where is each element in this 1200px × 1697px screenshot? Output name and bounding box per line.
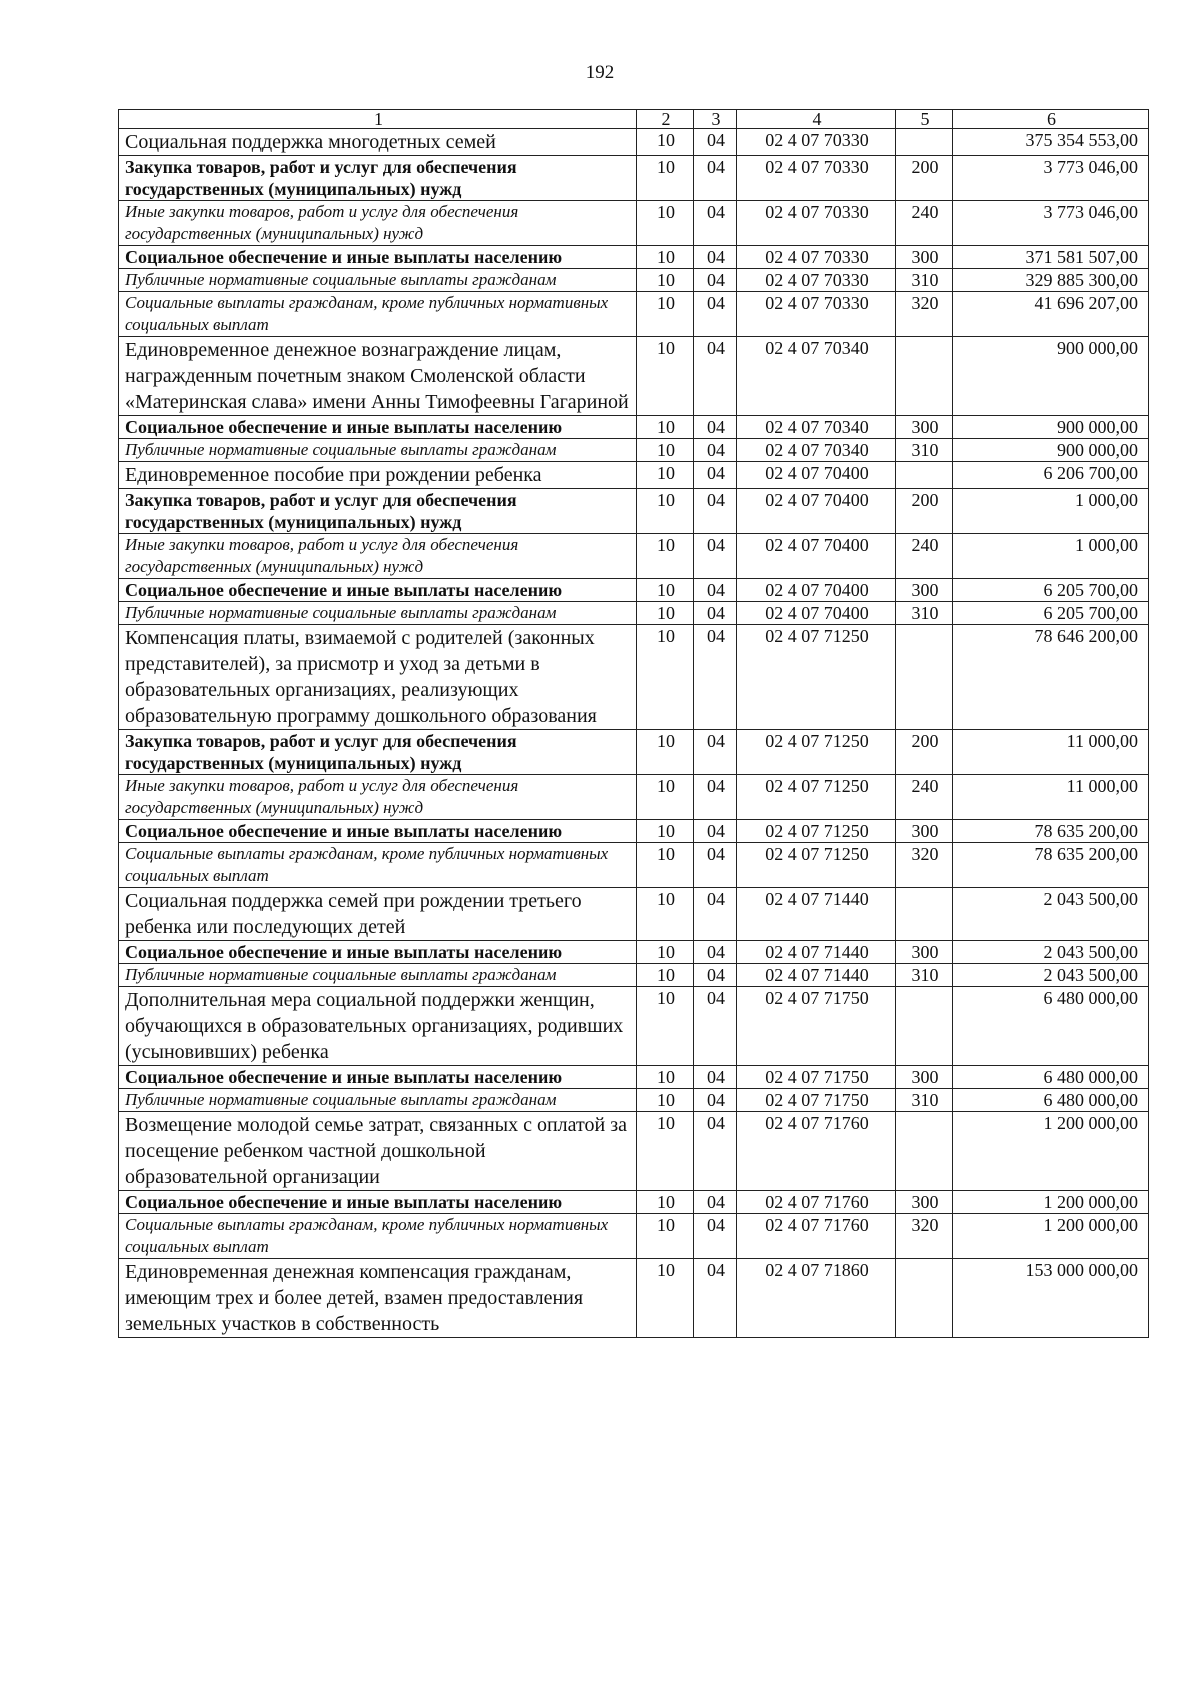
table-row <box>119 987 1149 1066</box>
row-target-code: 02 4 07 70330 <box>737 269 896 292</box>
row-section: 10 <box>637 775 694 820</box>
row-amount: 78 635 200,00 <box>953 843 1149 888</box>
table-row <box>119 416 1149 439</box>
row-subsection: 04 <box>694 625 737 730</box>
row-amount: 2 043 500,00 <box>953 964 1149 987</box>
row-amount: 1 200 000,00 <box>953 1214 1149 1259</box>
table-row <box>119 1259 1149 1338</box>
row-target-code: 02 4 07 70340 <box>737 416 896 439</box>
table-row <box>119 625 1149 730</box>
row-subsection: 04 <box>694 292 737 337</box>
row-section: 10 <box>637 579 694 602</box>
row-name: Социальное обеспечение и иные выплаты населению <box>119 1191 637 1214</box>
row-expense-type <box>896 888 953 941</box>
row-target-code: 02 4 07 71760 <box>737 1112 896 1191</box>
row-expense-type <box>896 129 953 156</box>
row-section: 10 <box>637 416 694 439</box>
row-amount: 329 885 300,00 <box>953 269 1149 292</box>
row-amount: 11 000,00 <box>953 730 1149 775</box>
row-section: 10 <box>637 843 694 888</box>
budget-table <box>118 109 1149 1338</box>
table-row <box>119 1066 1149 1089</box>
row-target-code: 02 4 07 71250 <box>737 820 896 843</box>
header-col-2: 2 <box>637 110 694 129</box>
row-target-code: 02 4 07 70330 <box>737 201 896 246</box>
table-row <box>119 1089 1149 1112</box>
row-section: 10 <box>637 820 694 843</box>
row-subsection: 04 <box>694 246 737 269</box>
row-section: 10 <box>637 1112 694 1191</box>
row-target-code: 02 4 07 70330 <box>737 292 896 337</box>
row-expense-type: 310 <box>896 602 953 625</box>
row-expense-type: 300 <box>896 941 953 964</box>
row-section: 10 <box>637 246 694 269</box>
row-name: Публичные нормативные социальные выплаты гражданам <box>119 1089 637 1112</box>
row-name: Публичные нормативные социальные выплаты гражданам <box>119 602 637 625</box>
row-expense-type: 310 <box>896 964 953 987</box>
row-name: Социальное обеспечение и иные выплаты населению <box>119 416 637 439</box>
row-target-code: 02 4 07 71860 <box>737 1259 896 1338</box>
row-target-code: 02 4 07 71440 <box>737 964 896 987</box>
row-amount: 900 000,00 <box>953 416 1149 439</box>
header-col-6: 6 <box>953 110 1149 129</box>
row-name: Социальная поддержка семей при рождении третьего ребенка или последующих детей <box>119 888 637 941</box>
row-section: 10 <box>637 201 694 246</box>
row-subsection: 04 <box>694 439 737 462</box>
row-expense-type: 320 <box>896 843 953 888</box>
row-subsection: 04 <box>694 1089 737 1112</box>
row-expense-type: 300 <box>896 1191 953 1214</box>
header-row <box>119 110 1149 129</box>
row-name: Социальное обеспечение и иные выплаты населению <box>119 246 637 269</box>
row-expense-type <box>896 337 953 416</box>
row-expense-type: 300 <box>896 1066 953 1089</box>
row-section: 10 <box>637 534 694 579</box>
row-target-code: 02 4 07 71440 <box>737 941 896 964</box>
row-target-code: 02 4 07 70330 <box>737 246 896 269</box>
row-section: 10 <box>637 941 694 964</box>
row-section: 10 <box>637 489 694 534</box>
row-target-code: 02 4 07 71750 <box>737 1089 896 1112</box>
row-name: Социальное обеспечение и иные выплаты населению <box>119 820 637 843</box>
row-expense-type <box>896 1259 953 1338</box>
row-target-code: 02 4 07 71440 <box>737 888 896 941</box>
row-name: Закупка товаров, работ и услуг для обеспечения государственных (муниципальных) нужд <box>119 156 637 201</box>
row-amount: 3 773 046,00 <box>953 156 1149 201</box>
row-amount: 78 635 200,00 <box>953 820 1149 843</box>
row-section: 10 <box>637 156 694 201</box>
table-row <box>119 1214 1149 1259</box>
row-name: Публичные нормативные социальные выплаты гражданам <box>119 964 637 987</box>
row-target-code: 02 4 07 71760 <box>737 1191 896 1214</box>
row-expense-type: 200 <box>896 730 953 775</box>
row-name: Единовременная денежная компенсация гражданам, имеющим трех и более детей, взамен предоставления земельных участков в собственность <box>119 1259 637 1338</box>
row-target-code: 02 4 07 70340 <box>737 439 896 462</box>
row-amount: 41 696 207,00 <box>953 292 1149 337</box>
row-amount: 153 000 000,00 <box>953 1259 1149 1338</box>
row-name: Закупка товаров, работ и услуг для обеспечения государственных (муниципальных) нужд <box>119 489 637 534</box>
row-amount: 1 000,00 <box>953 534 1149 579</box>
row-expense-type <box>896 462 953 489</box>
row-expense-type: 240 <box>896 534 953 579</box>
table-row <box>119 888 1149 941</box>
row-section: 10 <box>637 1089 694 1112</box>
table-row <box>119 439 1149 462</box>
row-expense-type <box>896 625 953 730</box>
row-section: 10 <box>637 129 694 156</box>
row-name: Публичные нормативные социальные выплаты гражданам <box>119 269 637 292</box>
table-row <box>119 337 1149 416</box>
header-col-3: 3 <box>694 110 737 129</box>
row-subsection: 04 <box>694 1214 737 1259</box>
row-section: 10 <box>637 292 694 337</box>
row-subsection: 04 <box>694 1066 737 1089</box>
row-expense-type: 320 <box>896 292 953 337</box>
row-subsection: 04 <box>694 1112 737 1191</box>
table-row <box>119 489 1149 534</box>
row-name: Социальное обеспечение и иные выплаты населению <box>119 941 637 964</box>
row-name: Иные закупки товаров, работ и услуг для обеспечения государственных (муниципальных) нужд <box>119 534 637 579</box>
table-header <box>119 110 1149 129</box>
row-section: 10 <box>637 987 694 1066</box>
row-expense-type: 310 <box>896 1089 953 1112</box>
row-subsection: 04 <box>694 201 737 246</box>
row-section: 10 <box>637 730 694 775</box>
row-target-code: 02 4 07 71250 <box>737 775 896 820</box>
row-subsection: 04 <box>694 820 737 843</box>
row-name: Публичные нормативные социальные выплаты гражданам <box>119 439 637 462</box>
row-target-code: 02 4 07 70400 <box>737 462 896 489</box>
row-name: Компенсация платы, взимаемой с родителей (законных представителей), за присмотр и уход за детьми в образовательных организациях, реализующих образовательную программу дошкольного образования <box>119 625 637 730</box>
row-expense-type <box>896 987 953 1066</box>
row-section: 10 <box>637 439 694 462</box>
row-expense-type: 320 <box>896 1214 953 1259</box>
row-target-code: 02 4 07 71250 <box>737 730 896 775</box>
row-subsection: 04 <box>694 337 737 416</box>
row-target-code: 02 4 07 70400 <box>737 602 896 625</box>
row-amount: 1 200 000,00 <box>953 1112 1149 1191</box>
table-row <box>119 269 1149 292</box>
row-expense-type: 200 <box>896 156 953 201</box>
table-row <box>119 129 1149 156</box>
row-amount: 78 646 200,00 <box>953 625 1149 730</box>
table-row <box>119 843 1149 888</box>
row-subsection: 04 <box>694 964 737 987</box>
row-subsection: 04 <box>694 843 737 888</box>
row-subsection: 04 <box>694 602 737 625</box>
row-amount: 6 205 700,00 <box>953 602 1149 625</box>
row-target-code: 02 4 07 70400 <box>737 579 896 602</box>
row-subsection: 04 <box>694 129 737 156</box>
row-section: 10 <box>637 462 694 489</box>
table-row <box>119 534 1149 579</box>
table-row <box>119 1191 1149 1214</box>
table-row <box>119 1112 1149 1191</box>
row-subsection: 04 <box>694 534 737 579</box>
header-col-5: 5 <box>896 110 953 129</box>
row-expense-type: 310 <box>896 439 953 462</box>
table-row <box>119 775 1149 820</box>
row-amount: 2 043 500,00 <box>953 888 1149 941</box>
row-subsection: 04 <box>694 775 737 820</box>
row-name: Закупка товаров, работ и услуг для обеспечения государственных (муниципальных) нужд <box>119 730 637 775</box>
row-name: Иные закупки товаров, работ и услуг для обеспечения государственных (муниципальных) нужд <box>119 775 637 820</box>
row-section: 10 <box>637 1066 694 1089</box>
page-number: 192 <box>585 62 615 83</box>
row-expense-type: 300 <box>896 820 953 843</box>
row-target-code: 02 4 07 71250 <box>737 625 896 730</box>
row-subsection: 04 <box>694 1191 737 1214</box>
table-row <box>119 820 1149 843</box>
row-section: 10 <box>637 1214 694 1259</box>
row-target-code: 02 4 07 70330 <box>737 156 896 201</box>
table-row <box>119 201 1149 246</box>
row-subsection: 04 <box>694 269 737 292</box>
row-amount: 3 773 046,00 <box>953 201 1149 246</box>
row-amount: 6 205 700,00 <box>953 579 1149 602</box>
row-name: Социальные выплаты гражданам, кроме публичных нормативных социальных выплат <box>119 292 637 337</box>
row-expense-type <box>896 1112 953 1191</box>
row-section: 10 <box>637 337 694 416</box>
row-amount: 1 200 000,00 <box>953 1191 1149 1214</box>
row-expense-type: 310 <box>896 269 953 292</box>
row-section: 10 <box>637 1191 694 1214</box>
row-amount: 2 043 500,00 <box>953 941 1149 964</box>
row-amount: 11 000,00 <box>953 775 1149 820</box>
row-section: 10 <box>637 602 694 625</box>
row-amount: 6 480 000,00 <box>953 1066 1149 1089</box>
header-col-4: 4 <box>737 110 896 129</box>
row-section: 10 <box>637 888 694 941</box>
row-expense-type: 300 <box>896 579 953 602</box>
table-row <box>119 964 1149 987</box>
row-target-code: 02 4 07 70340 <box>737 337 896 416</box>
row-name: Социальное обеспечение и иные выплаты населению <box>119 1066 637 1089</box>
row-name: Социальные выплаты гражданам, кроме публичных нормативных социальных выплат <box>119 1214 637 1259</box>
row-name: Социальное обеспечение и иные выплаты населению <box>119 579 637 602</box>
row-subsection: 04 <box>694 579 737 602</box>
row-expense-type: 200 <box>896 489 953 534</box>
table-row <box>119 941 1149 964</box>
row-amount: 6 480 000,00 <box>953 1089 1149 1112</box>
row-amount: 1 000,00 <box>953 489 1149 534</box>
row-name: Социальные выплаты гражданам, кроме публичных нормативных социальных выплат <box>119 843 637 888</box>
row-subsection: 04 <box>694 156 737 201</box>
row-section: 10 <box>637 964 694 987</box>
row-amount: 371 581 507,00 <box>953 246 1149 269</box>
table-body <box>119 129 1149 1338</box>
row-target-code: 02 4 07 70400 <box>737 489 896 534</box>
row-target-code: 02 4 07 70330 <box>737 129 896 156</box>
table-row <box>119 156 1149 201</box>
table-row <box>119 292 1149 337</box>
table-row <box>119 462 1149 489</box>
row-subsection: 04 <box>694 489 737 534</box>
row-amount: 6 480 000,00 <box>953 987 1149 1066</box>
row-name: Социальная поддержка многодетных семей <box>119 129 637 156</box>
row-amount: 900 000,00 <box>953 337 1149 416</box>
row-subsection: 04 <box>694 730 737 775</box>
row-target-code: 02 4 07 71760 <box>737 1214 896 1259</box>
row-expense-type: 300 <box>896 416 953 439</box>
row-name: Возмещение молодой семье затрат, связанных с оплатой за посещение ребенком частной дошкольной образовательной организации <box>119 1112 637 1191</box>
row-target-code: 02 4 07 71750 <box>737 1066 896 1089</box>
table-row <box>119 579 1149 602</box>
row-subsection: 04 <box>694 462 737 489</box>
table-row <box>119 246 1149 269</box>
header-col-1: 1 <box>119 110 637 129</box>
row-section: 10 <box>637 1259 694 1338</box>
row-subsection: 04 <box>694 987 737 1066</box>
row-expense-type: 240 <box>896 201 953 246</box>
row-name: Иные закупки товаров, работ и услуг для обеспечения государственных (муниципальных) нужд <box>119 201 637 246</box>
row-name: Дополнительная мера социальной поддержки женщин, обучающихся в образовательных организациях, родивших (усыновивших) ребенка <box>119 987 637 1066</box>
row-amount: 6 206 700,00 <box>953 462 1149 489</box>
row-target-code: 02 4 07 71250 <box>737 843 896 888</box>
row-expense-type: 300 <box>896 246 953 269</box>
row-expense-type: 240 <box>896 775 953 820</box>
table-row <box>119 602 1149 625</box>
row-name: Единовременное денежное вознаграждение лицам, награжденным почетным знаком Смоленской области «Материнская слава» имени Анны Тимофеевны Гагариной <box>119 337 637 416</box>
row-subsection: 04 <box>694 941 737 964</box>
row-subsection: 04 <box>694 1259 737 1338</box>
table-row <box>119 730 1149 775</box>
row-amount: 900 000,00 <box>953 439 1149 462</box>
row-target-code: 02 4 07 70400 <box>737 534 896 579</box>
row-section: 10 <box>637 625 694 730</box>
row-name: Единовременное пособие при рождении ребенка <box>119 462 637 489</box>
row-amount: 375 354 553,00 <box>953 129 1149 156</box>
row-subsection: 04 <box>694 888 737 941</box>
row-subsection: 04 <box>694 416 737 439</box>
row-target-code: 02 4 07 71750 <box>737 987 896 1066</box>
row-section: 10 <box>637 269 694 292</box>
